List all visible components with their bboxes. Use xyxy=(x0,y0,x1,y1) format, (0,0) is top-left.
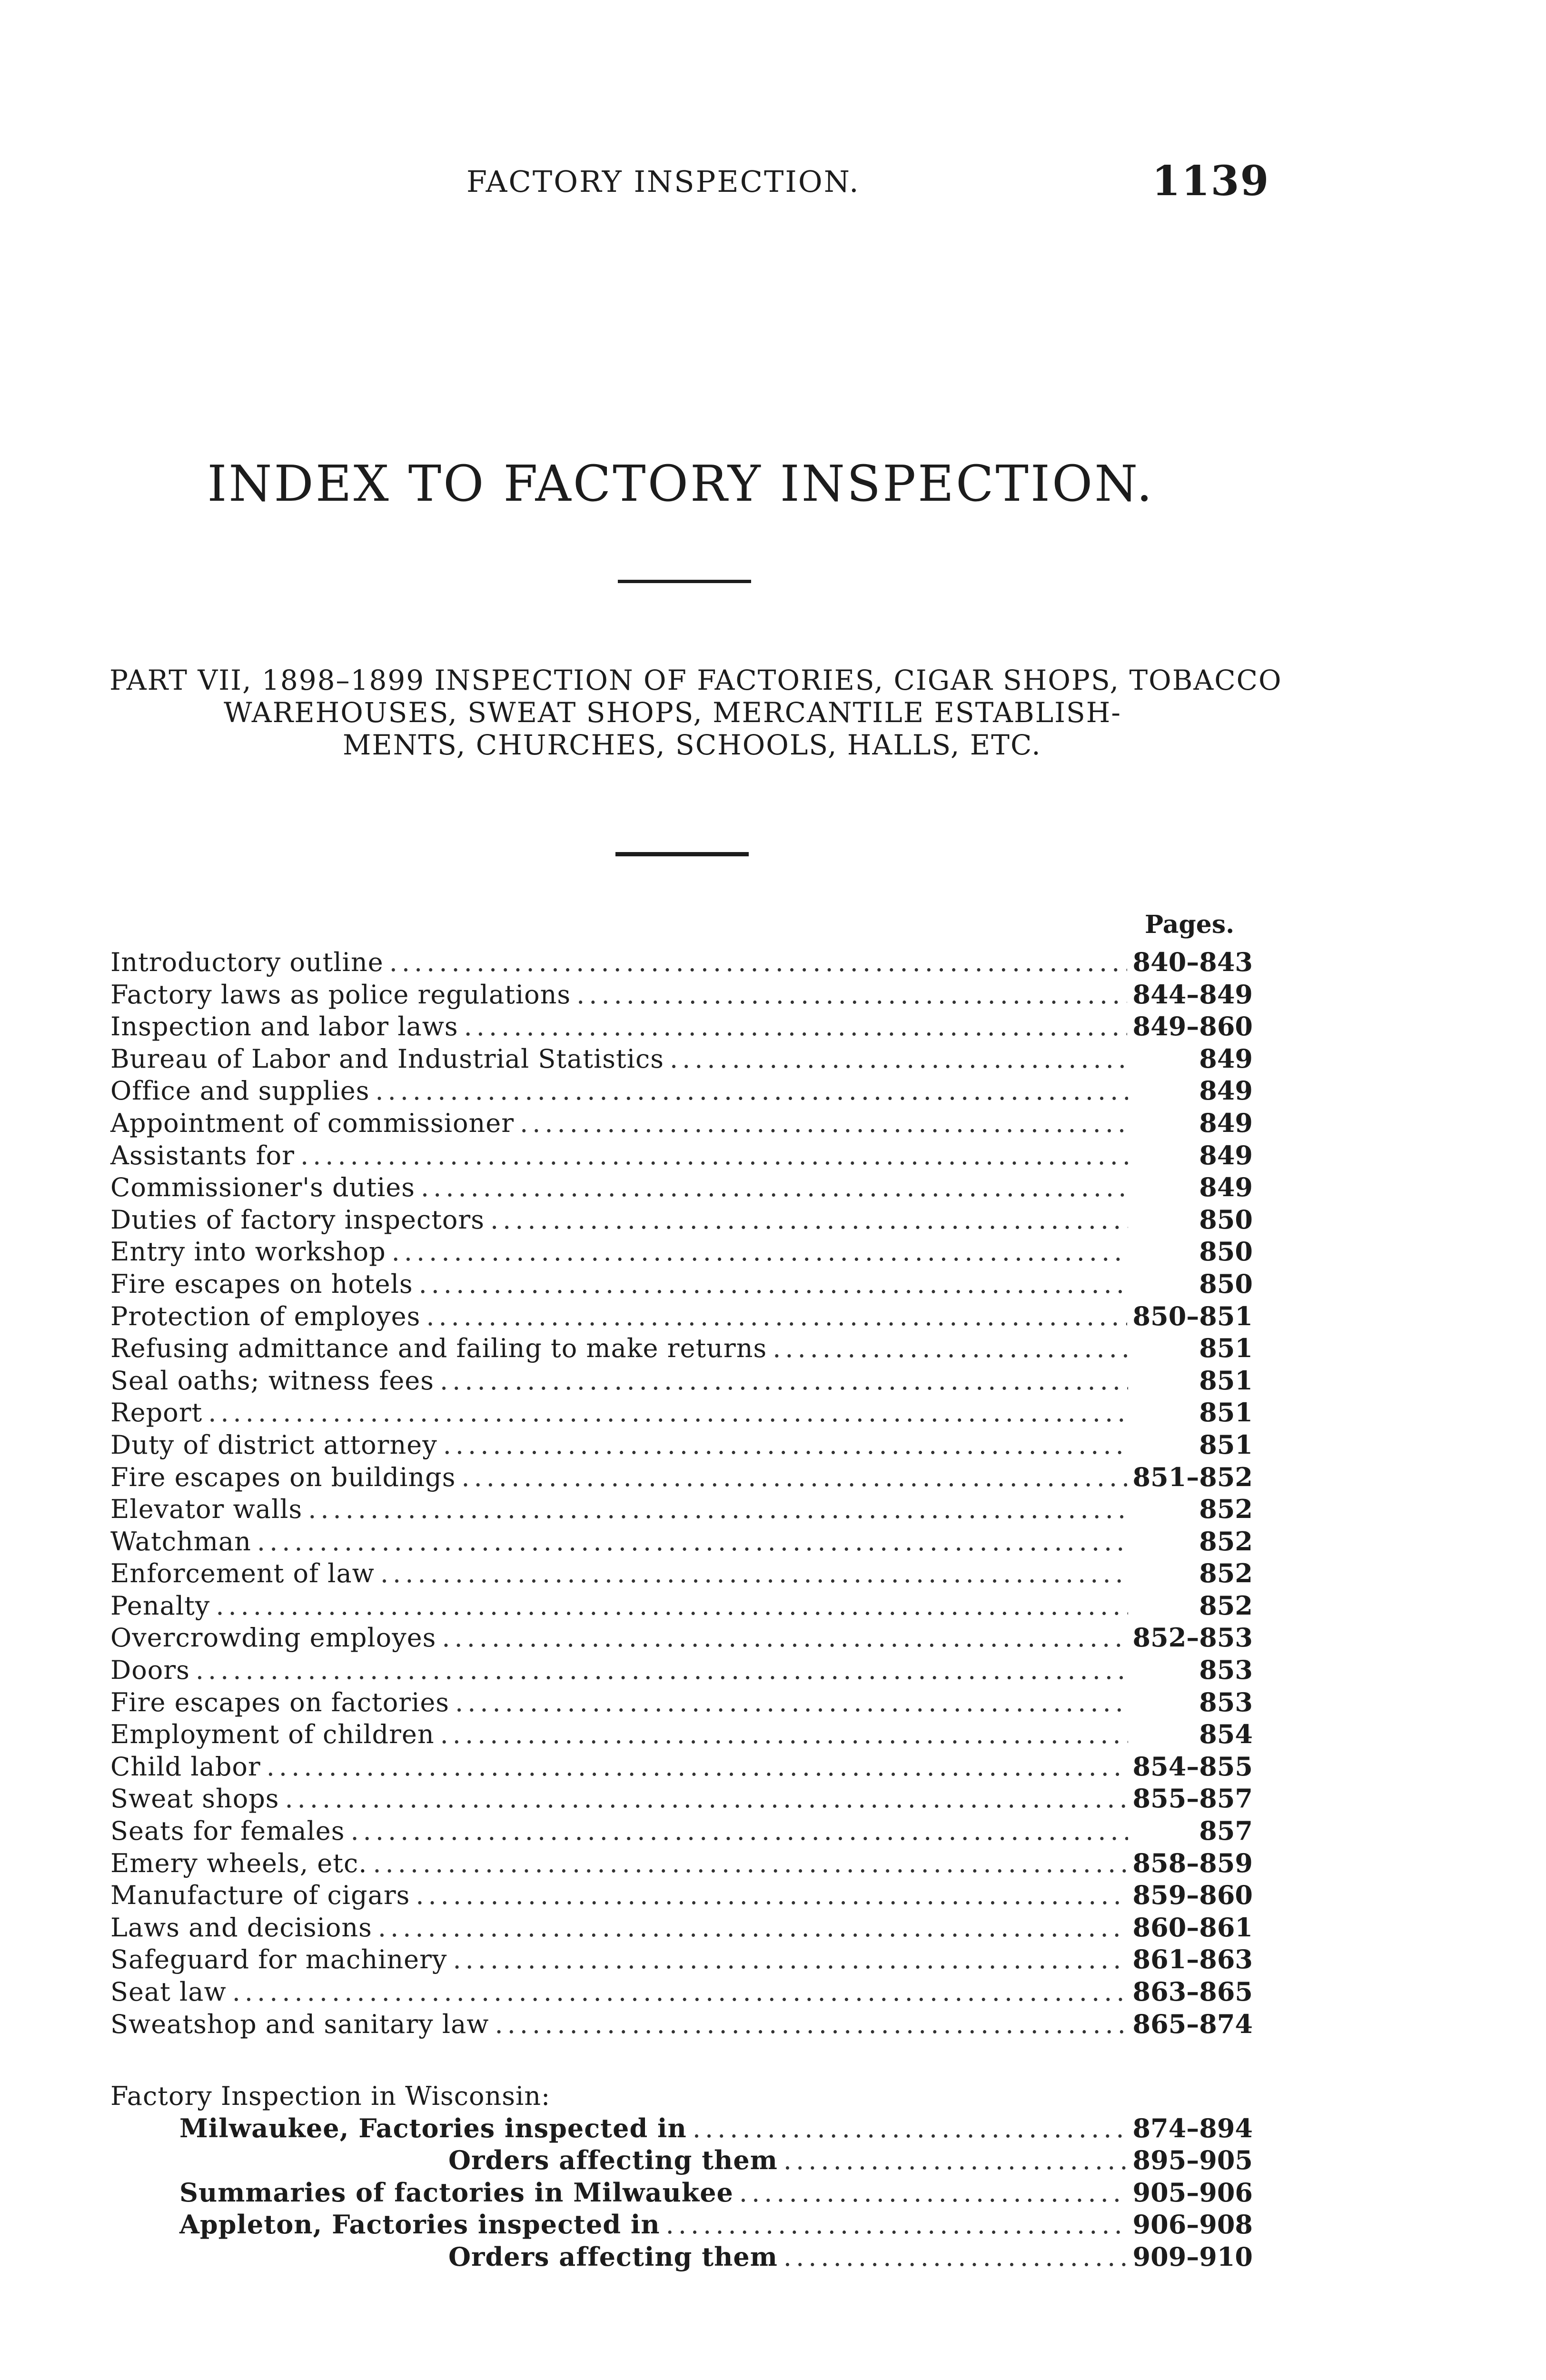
title-rule xyxy=(618,580,751,583)
entry-label: Assistants for xyxy=(110,1140,295,1170)
index-entry xyxy=(110,1171,1253,1204)
entry-label: Emery wheels, etc. xyxy=(110,1848,367,1878)
index-entry xyxy=(110,1557,1253,1590)
leader-dots xyxy=(373,1847,1127,1880)
entry-pages: 906–908 xyxy=(1132,2209,1253,2240)
index-entry xyxy=(110,1976,1253,2008)
entry-pages: 859–860 xyxy=(1132,1880,1253,1911)
entry-pages: 850 xyxy=(1199,1204,1253,1235)
entry-pages: 860–861 xyxy=(1132,1912,1253,1943)
leader-dots xyxy=(490,1204,1128,1236)
leader-dots xyxy=(350,1815,1128,1847)
index-entry xyxy=(110,1751,1253,1783)
index-entry xyxy=(110,1107,1253,1140)
leader-dots xyxy=(773,1332,1128,1365)
index-entry xyxy=(110,1300,1253,1333)
index-entry xyxy=(110,1686,1253,1719)
leader-dots xyxy=(666,2209,1127,2241)
page-number: 1139 xyxy=(1152,157,1270,205)
entry-pages: 849–860 xyxy=(1132,1011,1253,1042)
index-entry xyxy=(110,2177,1253,2209)
entry-pages: 840–843 xyxy=(1132,947,1253,977)
index-entry xyxy=(110,2209,1253,2241)
leader-dots xyxy=(783,2144,1127,2177)
leader-dots xyxy=(380,1557,1128,1590)
leader-dots xyxy=(442,1622,1127,1654)
entry-label: Orders affecting them xyxy=(448,2241,778,2272)
entry-label: Overcrowding employes xyxy=(110,1623,436,1653)
leader-dots xyxy=(495,2008,1127,2041)
index-entry xyxy=(110,1043,1253,1075)
entry-pages: 849 xyxy=(1199,1043,1253,1074)
part-heading-line: WAREHOUSES, SWEAT SHOPS, MERCANTILE ESTABLISH- xyxy=(224,696,1121,729)
entry-pages: 850–851 xyxy=(1132,1300,1253,1331)
leader-dots xyxy=(453,1944,1127,1976)
entry-pages: 849 xyxy=(1199,1075,1253,1106)
leader-dots xyxy=(693,2112,1127,2145)
index-entry xyxy=(110,2112,1253,2145)
index-entry xyxy=(110,1365,1253,1397)
leader-dots xyxy=(257,1526,1128,1558)
entry-label: Elevator walls xyxy=(110,1494,303,1525)
index-entry xyxy=(110,2008,1253,2041)
index-entry xyxy=(110,2241,1253,2273)
entry-pages: 865–874 xyxy=(1132,2008,1253,2039)
index-entry xyxy=(110,1461,1253,1494)
leader-dots xyxy=(216,1590,1128,1622)
part-heading-line: MENTS, CHURCHES, SCHOOLS, HALLS, ETC. xyxy=(343,729,1041,761)
leader-dots xyxy=(308,1493,1128,1526)
index-entry xyxy=(110,1236,1253,1268)
entry-label: Child labor xyxy=(110,1751,261,1782)
entry-label: Seats for females xyxy=(110,1816,345,1846)
entry-pages: 849 xyxy=(1199,1172,1253,1203)
entry-label: Fire escapes on buildings xyxy=(110,1462,456,1492)
index-entry xyxy=(110,1590,1253,1622)
leader-dots xyxy=(375,1075,1128,1107)
entry-pages: 849 xyxy=(1199,1107,1253,1138)
index-entry xyxy=(110,1622,1253,1654)
entry-label: Introductory outline xyxy=(110,947,384,977)
entry-pages: 850 xyxy=(1199,1236,1253,1267)
entry-label: Appleton, Factories inspected in xyxy=(179,2209,660,2240)
leader-dots xyxy=(464,1011,1127,1043)
index-entry xyxy=(110,1526,1253,1558)
index-entry xyxy=(110,1815,1253,1847)
wisconsin-section xyxy=(110,2080,1253,2273)
entry-label: Watchman xyxy=(110,1526,251,1557)
entry-label: Inspection and labor laws xyxy=(110,1012,458,1042)
entry-pages: 851 xyxy=(1199,1365,1253,1396)
entry-label: Commissioner's duties xyxy=(110,1172,415,1203)
entry-label: Seat law xyxy=(110,1977,227,2007)
section-rule xyxy=(615,852,749,856)
index-entry xyxy=(110,1429,1253,1461)
entry-pages: 844–849 xyxy=(1132,979,1253,1010)
index-entry xyxy=(110,1912,1253,1944)
index-entry xyxy=(110,1332,1253,1365)
entry-pages: 849 xyxy=(1199,1140,1253,1170)
entry-pages: 852 xyxy=(1199,1526,1253,1557)
entry-label: Laws and decisions xyxy=(110,1912,372,1943)
leader-dots xyxy=(419,1268,1128,1300)
entry-label: Report xyxy=(110,1398,203,1428)
entry-pages: 851 xyxy=(1199,1397,1253,1428)
entry-pages: 852 xyxy=(1199,1590,1253,1621)
entry-label: Refusing admittance and failing to make returns xyxy=(110,1333,767,1364)
leader-dots xyxy=(208,1397,1128,1429)
entry-pages: 909–910 xyxy=(1132,2241,1253,2272)
entry-pages: 861–863 xyxy=(1132,1944,1253,1975)
entry-pages: 850 xyxy=(1199,1268,1253,1299)
section-heading: Factory Inspection in Wisconsin: xyxy=(110,2081,551,2111)
index-entry xyxy=(110,1879,1253,1912)
leader-dots xyxy=(461,1461,1127,1494)
leader-dots xyxy=(443,1429,1128,1461)
leader-dots xyxy=(378,1912,1127,1944)
part-heading xyxy=(105,664,1282,761)
entry-pages: 905–906 xyxy=(1132,2177,1253,2208)
index-entry xyxy=(110,1075,1253,1107)
entry-label: Employment of children xyxy=(110,1719,435,1750)
index-list xyxy=(110,946,1253,2040)
entry-pages: 855–857 xyxy=(1132,1783,1253,1814)
entry-label: Enforcement of law xyxy=(110,1558,375,1589)
index-entry xyxy=(110,946,1253,979)
index-entry xyxy=(110,979,1253,1011)
leader-dots xyxy=(416,1879,1127,1912)
leader-dots xyxy=(267,1751,1127,1783)
entry-pages: 854 xyxy=(1199,1719,1253,1750)
part-heading-line: PART VII, 1898–1899 INSPECTION OF FACTORIES, CIGAR SHOPS, TOBACCO xyxy=(109,664,1282,696)
entry-pages: 863–865 xyxy=(1132,1976,1253,2007)
leader-dots xyxy=(783,2241,1127,2273)
entry-pages: 857 xyxy=(1199,1815,1253,1846)
entry-pages: 874–894 xyxy=(1132,2112,1253,2143)
leader-dots xyxy=(670,1043,1128,1075)
leader-dots xyxy=(285,1783,1127,1815)
index-entry xyxy=(110,1268,1253,1300)
entry-label: Doors xyxy=(110,1655,190,1686)
leader-dots xyxy=(440,1718,1128,1751)
leader-dots xyxy=(426,1300,1127,1333)
entry-label: Penalty xyxy=(110,1590,210,1621)
index-entry xyxy=(110,1944,1253,1976)
leader-dots xyxy=(196,1654,1128,1686)
entry-label: Safeguard for machinery xyxy=(110,1944,447,1975)
pages-column-header: Pages. xyxy=(1145,910,1235,939)
index-entry xyxy=(110,1718,1253,1751)
entry-label: Bureau of Labor and Industrial Statistics xyxy=(110,1043,664,1074)
index-entry xyxy=(110,1654,1253,1686)
entry-pages: 851 xyxy=(1199,1429,1253,1460)
entry-pages: 858–859 xyxy=(1132,1847,1253,1878)
leader-dots xyxy=(520,1107,1128,1140)
entry-label: Factory laws as police regulations xyxy=(110,979,571,1010)
entry-pages: 852 xyxy=(1199,1558,1253,1589)
leader-dots xyxy=(739,2177,1127,2209)
index-entry xyxy=(110,1204,1253,1236)
index-entry xyxy=(110,2144,1253,2177)
leader-dots xyxy=(440,1365,1128,1397)
entry-pages: 852–853 xyxy=(1132,1622,1253,1653)
leader-dots xyxy=(232,1976,1127,2008)
leader-dots xyxy=(389,946,1127,979)
entry-label: Duty of district attorney xyxy=(110,1429,437,1460)
leader-dots xyxy=(392,1236,1128,1268)
index-entry xyxy=(110,1847,1253,1880)
running-head: FACTORY INSPECTION. xyxy=(466,164,860,199)
entry-pages: 854–855 xyxy=(1132,1751,1253,1782)
entry-label: Seal oaths; witness fees xyxy=(110,1365,434,1396)
index-title: INDEX TO FACTORY INSPECTION. xyxy=(207,455,1154,513)
index-entry xyxy=(110,1011,1253,1043)
entry-label: Appointment of commissioner xyxy=(110,1108,515,1138)
entry-pages: 852 xyxy=(1199,1494,1253,1525)
entry-label: Orders affecting them xyxy=(448,2145,778,2176)
entry-pages: 895–905 xyxy=(1132,2145,1253,2176)
entry-pages: 853 xyxy=(1199,1686,1253,1717)
entry-label: Entry into workshop xyxy=(110,1237,386,1267)
index-entry xyxy=(110,1397,1253,1429)
leader-dots xyxy=(455,1686,1128,1719)
leader-dots xyxy=(576,979,1127,1011)
entry-pages: 851–852 xyxy=(1132,1461,1253,1492)
entry-pages: 853 xyxy=(1199,1655,1253,1686)
entry-label: Fire escapes on hotels xyxy=(110,1269,413,1299)
entry-label: Duties of factory inspectors xyxy=(110,1204,485,1235)
index-entry xyxy=(110,1783,1253,1815)
entry-label: Office and supplies xyxy=(110,1076,370,1106)
entry-label: Sweatshop and sanitary law xyxy=(110,2009,489,2039)
entry-pages: 851 xyxy=(1199,1333,1253,1364)
entry-label: Manufacture of cigars xyxy=(110,1880,410,1911)
entry-label: Summaries of factories in Milwaukee xyxy=(179,2177,733,2208)
index-entry xyxy=(110,1140,1253,1172)
index-entry xyxy=(110,1493,1253,1526)
leader-dots xyxy=(300,1140,1128,1172)
leader-dots xyxy=(421,1171,1128,1204)
entry-label: Sweat shops xyxy=(110,1784,279,1814)
entry-label: Milwaukee, Factories inspected in xyxy=(179,2112,687,2143)
entry-label: Protection of employes xyxy=(110,1301,421,1331)
entry-label: Fire escapes on factories xyxy=(110,1687,450,1717)
